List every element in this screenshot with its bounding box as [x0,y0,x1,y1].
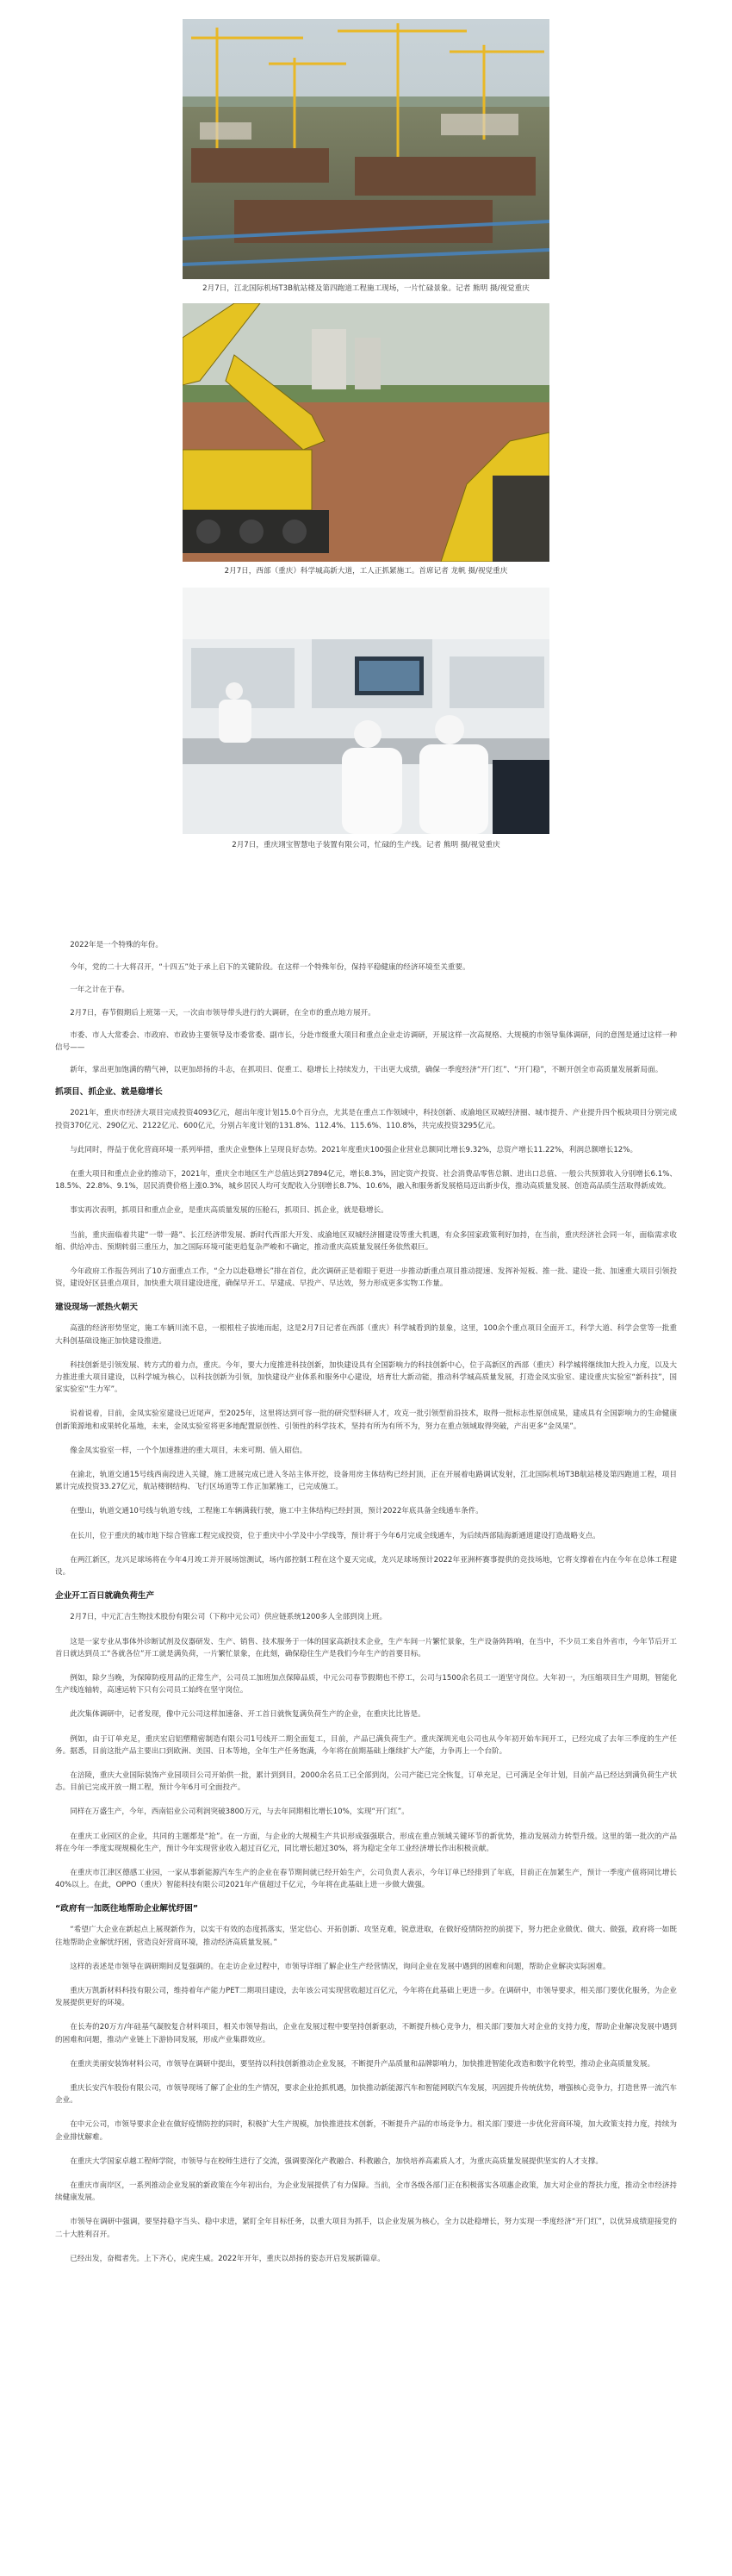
section-paragraph: 在重庆工业园区的企业，共同的主题都是“抢”。在一方面，与企业的大规模生产共识形成强强联合，形成在重点领域关键环节的新优势，推动发展动力转型升级。这里的第一批次的产品将在今年一季度实现规模化生产，预计今年实现营业收入超过百亿元，同比增长超过30%，将为稳定全年工业经济增长作出积极贡献。 [55,1832,677,1853]
section-paragraph: 说着说着，目前，金凤实验室建设已近尾声，至2025年，这里将达到可容一批的研究型科研人才，攻克一批引领型前沿技术，取得一批标志性原创成果，建成具有全国影响力的生命健康创新策源地和成果转化基地，未来，金凤实验室将更多地配置原创性、引领性的科学技术，坚持有所为有所不为，努力在重点领域取得突破，产出更多“金凤果”。 [55,1409,677,1431]
section-paragraph: 在两江新区，龙兴足球场将在今年4月竣工并开展场馆测试，场内部控制工程在这个夏天完成，龙兴足球场预计2022年亚洲杯赛事提供的竞技场地，它将支撑着在内在今年在总体工程建设。 [55,1555,677,1577]
section-paragraph: 在璧山，轨道交通10号线与轨道专线，工程施工车辆满载行驶，施工中主体结构已经封顶，预计2022年底具备全线通车条件。 [70,1507,483,1516]
section-paragraph: 事实再次表明，抓项目和重点企业，是重庆高质量发展的压舱石，抓项目、抓企业，就是稳增长。 [70,1206,388,1216]
section-paragraph: 科技创新是引领发展、转方式的着力点，重庆。今年，要大力度推进科技创新，加快建设具有全国影响力的科技创新中心，位于高新区的西部（重庆）科学城将继续加大投入力度，以及大力推进重大项目建设，以科学城为核心，以科技创新为引领，加快建设产业体系和服务中心建设，培育壮大新动能，推动科学城高质量发展，打造金凤实验室、建设重庆实验室“新科技”，国家实验室“生力军”。 [55,1360,677,1395]
section-paragraph: 在中元公司，市领导要求企业在做好疫情防控的同时，积极扩大生产规模，加快推进技术创新，不断提升产品的市场竞争力。相关部门要进一步优化营商环境，加大政策支持力度，持续为企业排忧解难。 [55,2120,677,2142]
intro-paragraph: 2月7日，春节假期后上班第一天，一次由市领导带头进行的大调研，在全市的重点地方展开。 [70,1008,375,1017]
section-paragraph: 市领导在调研中强调，要坚持稳字当头、稳中求进，紧盯全年目标任务，以重大项目为抓手，以企业发展为核心，全力以赴稳增长，努力实现一季度经济“开门红”，以优异成绩迎接党的二十大胜利召开。 [55,2218,677,2239]
figure-caption-3: 2月7日，重庆翊宝智慧电子装置有限公司，忙碌的生产线。记者 熊明 摄/视觉重庆 [232,841,500,849]
section-paragraph: 这是一家专业从事体外诊断试剂及仪器研发、生产、销售、技术服务于一体的国家高新技术企业，生产车间一片繁忙景象，生产设备阵阵响，在当中，不少员工来自外省市，今年节后开工首日就达到员工“各就各位”开工就是满负荷，一片繁忙景象，在此刻，确保稳住生产是我们今年生产的首要目标。 [55,1637,677,1658]
factory-line-photo [183,588,549,834]
section-paragraph: 同样在万盛生产，今年，西南铝业公司利润突破3800万元，与去年同期相比增长10%，实现“开门红”。 [70,1808,409,1817]
intro-paragraph: 今年，党的二十大将召开，“十四五”处于承上启下的关键阶段。在这样一个特殊年份，保持平稳健康的经济环境至关重要。 [70,963,470,973]
figure-caption-2: 2月7日，西部（重庆）科学城高新大道，工人正抓紧施工。首席记者 龙帆 摄/视觉重庆 [224,567,508,576]
article-body [55,939,677,2277]
section-heading: 建设现场一派热火朝天 [55,1303,138,1313]
figure-caption-1: 2月7日，江北国际机场T3B航站楼及第四跑道工程施工现场，一片忙碌景象。记者 熊明 摄/视觉重庆 [202,284,530,293]
section-paragraph: 与此同时，得益于优化营商环境一系列举措，重庆企业整体上呈现良好态势。2021年度重庆100强企业营业总额同比增长9.32%，总资产增长11.22%，利润总额增长12%。 [70,1145,638,1154]
section-paragraph: 在长寿的20万方/年硅基气凝胶复合材料项目，相关市领导指出，企业在发展过程中要坚持创新驱动，不断提升核心竞争力，相关部门要加大对企业的支持力度，帮助企业解决发展中遇到的困难和问题，推动产业链上下游协同发展，形成产业集群效应。 [55,2023,677,2044]
excavator-road-photo [183,303,549,562]
section-heading: 企业开工百日就确负荷生产 [55,1591,155,1602]
section-paragraph: 重庆长安汽车股份有限公司，市领导现场了解了企业的生产情况，要求企业抢抓机遇，加快推动新能源汽车和智能网联汽车发展，巩固提升传统优势，增强核心竞争力，打造世界一流汽车企业。 [55,2083,677,2106]
intro-paragraph: 2022年是一个特殊的年份。 [70,941,163,949]
intro-paragraph: 新年，掌出更加饱满的精气神，以更加昂扬的斗志，在抓项目、促重工、稳增长上持续发力，干出更大成绩，确保一季度经济“开门红”、“开门稳”，不断开创全市高质量发展新局面。 [70,1066,663,1075]
section-paragraph: 高涨的经济形势坚定，施工车辆川流不息，一根根柱子拔地而起，这是2月7日记者在西部（重庆）科学城看到的景象，这里，100余个重点项目全面开工，科学大道、科学会堂等一批重大科创基础设施正加快建设推进。 [55,1324,677,1346]
section-heading: “政府有一加既往地帮助企业解忧纾困” [55,1904,199,1914]
section-paragraph: 例如，由于订单充足，重庆宏启铝塑精密制造有限公司1号线开二期全面复工，目前，产品已满负荷生产。重庆深圳光电公司也从今年初开始车间开工，已经完成了去年三季度的生产任务。据悉，目前这批产品主要出口到欧洲、美国、日本等地，全年生产任务饱满，今年将在前期基础上继续扩大产能，力争再上一个台阶。 [55,1734,677,1756]
section-heading: 抓项目、抓企业、就是稳增长 [55,1087,163,1098]
section-paragraph: 在重庆市南岸区，一系列推动企业发展的新政策在今年初出台，为企业发展提供了有力保障。当前，全市各级各部门正在积极落实各项惠企政策，加大对企业的帮扶力度，推动全市经济持续健康发展。 [55,2181,677,2203]
section-paragraph: 今年政府工作报告列出了10方面重点工作，“全力以赴稳增长”排在首位，此次调研正是着眼于更进一步推动新重点项目推动提速、发挥补短板、推一批、建设一批、加速重大项目引领投资，建设好区县重点项目，加快重大项目建设进度，确保早开工、早建成、早投产、早达效，努力形成更多实物工作量。 [55,1267,677,1289]
section-paragraph: 在渝北，轨道交通15号线西南段进入关键，施工进展完成已进入冬站主体开挖，设备用房主体结构已经封顶，正在开展着电路调试发射，江北国际机场T3B航站楼及第四跑道工程，项目累计完成投资33.27亿元，航站楼钢结构、飞行区场道等工作正加紧施工，已完成施工。 [55,1471,677,1492]
section-paragraph: 这样的表述是市领导在调研期间反复强调的。在走访企业过程中，市领导详细了解企业生产经营情况，询问企业在发展中遇到的困难和问题，帮助企业解决实际困难。 [70,1962,611,1971]
section-paragraph: 在重庆市江津区德感工业园，一家从事新能源汽车生产的企业在春节期间就已经开始生产，公司负责人表示，今年订单已经排到了年底，目前正在加紧生产，预计一季度产值将同比增长40%以上。在此，OPPO（重庆）智能科技有限公司2021年产值超过千亿元，今年将在此基础上进一步做大做强。 [55,1868,677,1890]
section-paragraph: 在重庆美丽安装饰材料公司，市领导在调研中提出，要坚持以科技创新推动企业发展，不断提升产品质量和品牌影响力，加快推进智能化改造和数字化转型，推动企业高质量发展。 [70,2059,655,2069]
section-paragraph: 已经出发，奋楫者先。上下齐心，虎虎生威。2022年开年，重庆以昂扬的姿态开启发展新篇章。 [70,2254,385,2263]
section-paragraph: 当前，重庆面临着共建“一带一路”、长江经济带发展、新时代西部大开发、成渝地区双城经济圈建设等重大机遇，有众多国家政策利好加持，在当前，重庆经济社会同一年，面临需求收缩、供给冲击、预期转弱三重压力，加之国际环境可能更趋复杂严峻和不确定，推动重庆高质量发展任务依然艰巨。 [55,1230,677,1252]
section-paragraph: 此次集体调研中，记者发现，像中元公司这样加速备、开工首日就恢复满负荷生产的企业，在重庆比比皆是。 [70,1710,425,1720]
section-paragraph: 2月7日，中元汇吉生物技术股份有限公司（下称中元公司）供应链系统1200多人全部到岗上班。 [70,1613,388,1622]
section-paragraph: 例如，除夕当晚，为保障防疫用品的正常生产，公司员工加班加点保障品质，中元公司春节假期也不停工，公司与1500余名员工一道坚守岗位。大年初一，为压缩项目生产周期，智能化生产线连轴转，高速运转下只有公司员工始终在坚守岗位。 [55,1673,677,1696]
section-paragraph: 在长川，位于重庆的城市地下综合管廊工程完成投资，位于重庆中小学及中小学线等，预计将于今年6月完成全线通车，为后续西部陆海新通道建设打造战略支点。 [70,1531,600,1540]
section-paragraph: 2021年，重庆市经济大项目完成投资4093亿元，超出年度计划15.0个百分点，尤其是在重点工作领域中，科技创新、成渝地区双城经济圈、城市提升、产业提升四个板块项目分别完成投资370亿元、290亿元、2122亿元、600亿元，分别占年度计划的131.8%、112.4%、115.6%、110.8%，共完成投资3295亿元。 [55,1109,677,1130]
section-paragraph: “希望广大企业在新起点上展现新作为，以实干有效的态度抓落实，坚定信心、开拓创新、攻坚克难，锐意进取，在做好疫情防控的前提下，努力把企业做优、做大、做强，政府将一如既往地帮助企业解忧纾困，营造良好营商环境，推动经济高质量发展。” [55,1926,677,1947]
section-paragraph: 像金凤实验室一样，一个个加速推进的重大项目，未来可期、值入昭信。 [70,1446,307,1455]
intro-paragraph: 市委、市人大常委会、市政府、市政协主要领导及市委常委、副市长，分赴市级重大项目和重点企业走访调研，开展这样一次高规格、大规模的市领导集体调研，问的意图是通过这样一种信号—— [55,1030,677,1053]
section-paragraph: 在涪陵，重庆大业国际装饰产业园项目公司开始供一批，累计到到目，2000余名员工已全部到岗，公司产能已完全恢复，订单充足，已可满足全年计划，目前产品已经达到满负荷生产状态。目前已完成开放一期工程，预计今年6月可全面投产。 [55,1770,677,1793]
section-paragraph: 在重庆大学国家卓越工程师学院，市领导与在校师生进行了交流，强调要深化产教融合、科教融合，加快培养高素质人才，为重庆高质量发展提供坚实的人才支撑。 [70,2156,603,2166]
section-paragraph: 在重大项目和重点企业的推动下，2021年，重庆全市地区生产总值达到27894亿元，增长8.3%，固定资产投资、社会消费品零售总额、进出口总值、一般公共预算收入分别增长6.1%、18.5%、22.8%、9.1%，居民消费价格上涨0.3%，城乡居民人均可支配收入分别增长8.7%、10.6%，融入和服务新发展格局迈出新步伐，推动高质量发展、创造高品质生活取得新成效。 [55,1170,677,1192]
section-paragraph: 重庆万凯新材料科技有限公司，维持着年产能力PET二期项目建设，去年该公司实现营收超过百亿元，今年将在此基础上更进一步。在调研中，市领导要求，相关部门要优化服务，为企业发展提供更好的环境。 [55,1986,677,2008]
intro-paragraph: 一年之计在于春。 [70,986,129,995]
airport-construction-photo [183,19,549,279]
